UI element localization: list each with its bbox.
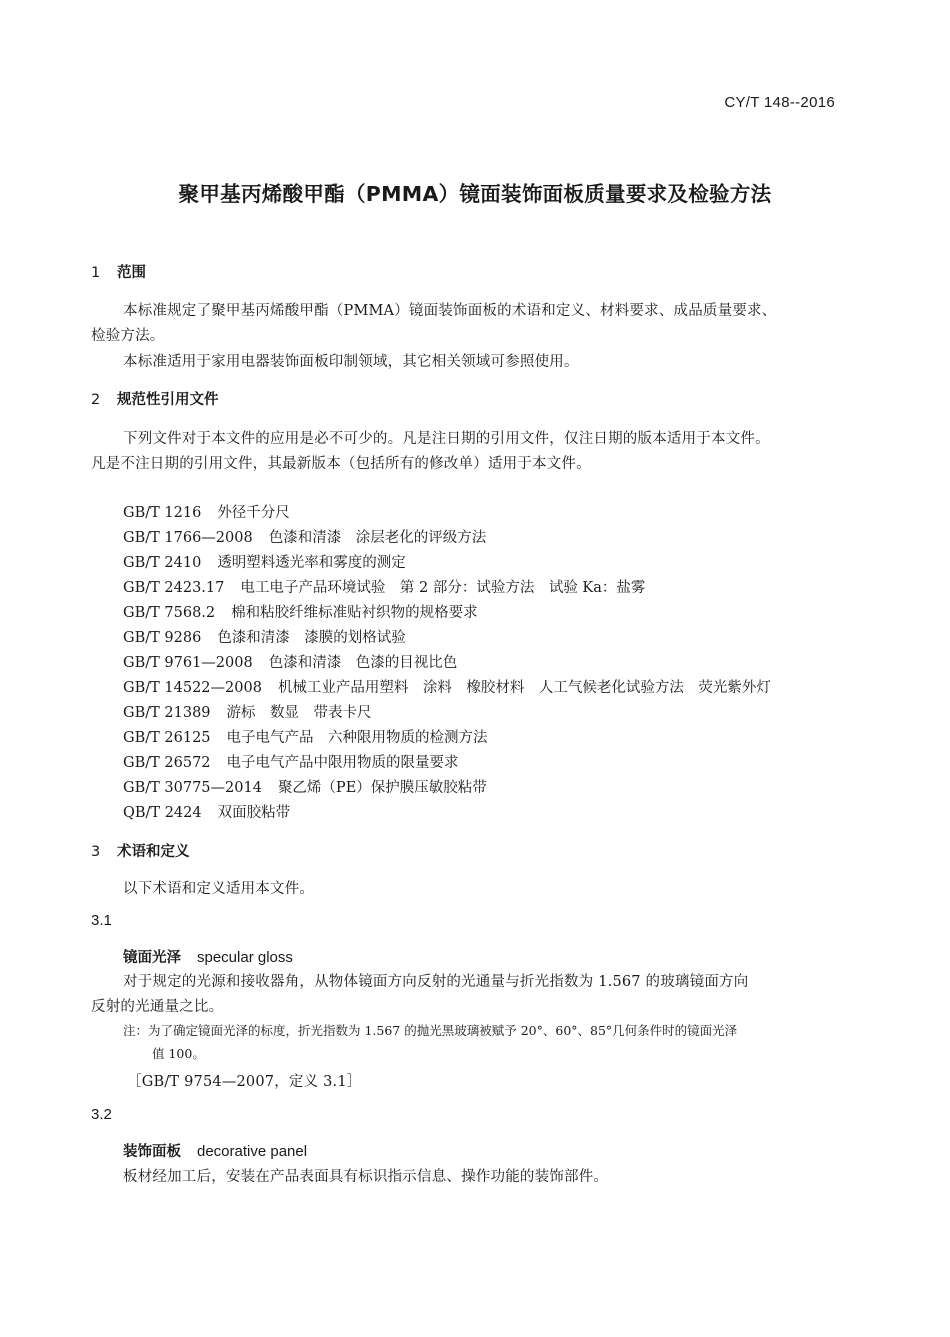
reference-title: 电子电气产品 六种限用物质的检测方法 bbox=[226, 730, 488, 746]
section-number: 3 bbox=[91, 844, 101, 860]
reference-item bbox=[123, 776, 487, 797]
reference-item bbox=[123, 526, 486, 547]
section-3-heading bbox=[91, 840, 190, 861]
reference-item bbox=[123, 551, 406, 572]
terms-intro: 以下术语和定义适用本文件。 bbox=[123, 881, 315, 897]
references-paragraph-line: 凡是不注日期的引用文件，其最新版本（包括所有的修改单）适用于本文件。 bbox=[91, 456, 591, 472]
section-number: 1 bbox=[91, 265, 101, 281]
reference-code: GB/T 26572 bbox=[123, 755, 211, 771]
definition-line: 反射的光通量之比。 bbox=[91, 999, 224, 1015]
section-title: 术语和定义 bbox=[117, 844, 190, 860]
reference-item bbox=[123, 576, 645, 597]
clause-number: 3.2 bbox=[91, 1106, 112, 1123]
reference-item bbox=[123, 501, 290, 522]
section-number: 2 bbox=[91, 392, 101, 408]
section-2-heading bbox=[91, 388, 219, 409]
term-chinese: 装饰面板 bbox=[123, 1144, 181, 1160]
reference-code: GB/T 2410 bbox=[123, 555, 202, 571]
reference-item bbox=[123, 701, 372, 722]
reference-code: GB/T 14522—2008 bbox=[123, 680, 262, 696]
reference-title: 机械工业产品用塑料 涂料 橡胶材料 人工气候老化试验方法 荧光紫外灯 bbox=[277, 680, 771, 696]
term-entry bbox=[123, 1140, 307, 1161]
reference-code: GB/T 2423.17 bbox=[123, 580, 225, 596]
reference-title: 色漆和清漆 色漆的目视比色 bbox=[268, 655, 458, 671]
definition-source: ［GB/T 9754—2007，定义 3.1］ bbox=[127, 1074, 362, 1090]
term-entry bbox=[123, 946, 293, 967]
reference-item bbox=[123, 601, 478, 622]
reference-code: GB/T 26125 bbox=[123, 730, 211, 746]
reference-title: 色漆和清漆 漆膜的划格试验 bbox=[217, 630, 406, 646]
reference-code: GB/T 1766—2008 bbox=[123, 530, 253, 546]
reference-code: QB/T 2424 bbox=[123, 805, 202, 821]
section-1-heading bbox=[91, 261, 146, 282]
reference-title: 透明塑料透光率和雾度的测定 bbox=[217, 555, 406, 571]
reference-code: GB/T 21389 bbox=[123, 705, 211, 721]
reference-item bbox=[123, 651, 457, 672]
note-line: 注：为了确定镜面光泽的标度，折光指数为 1.567 的抛光黑玻璃被赋予 20°、60°、85°几何条件时的镜面光泽 bbox=[123, 1023, 738, 1038]
term-english: specular gloss bbox=[197, 949, 293, 966]
reference-code: GB/T 9286 bbox=[123, 630, 202, 646]
term-english: decorative panel bbox=[197, 1143, 308, 1160]
reference-item bbox=[123, 676, 771, 697]
clause-number: 3.1 bbox=[91, 912, 112, 929]
reference-code: GB/T 30775—2014 bbox=[123, 780, 262, 796]
scope-paragraph-line: 检验方法。 bbox=[91, 328, 165, 344]
reference-title: 电工电子产品环境试验 第 2 部分：试验方法 试验 Ka：盐雾 bbox=[240, 580, 646, 596]
reference-code: GB/T 1216 bbox=[123, 505, 202, 521]
reference-title: 外径千分尺 bbox=[217, 505, 290, 521]
definition-line: 板材经加工后，安装在产品表面具有标识指示信息、操作功能的装饰部件。 bbox=[123, 1169, 609, 1185]
reference-item bbox=[123, 626, 406, 647]
scope-paragraph-line: 本标准规定了聚甲基丙烯酸甲酯（PMMA）镜面装饰面板的术语和定义、材料要求、成品质量要求、 bbox=[123, 303, 777, 319]
scope-paragraph: 本标准适用于家用电器装饰面板印制领域，其它相关领域可参照使用。 bbox=[123, 354, 579, 370]
reference-title: 双面胶粘带 bbox=[217, 805, 291, 821]
standard-number: CY/T 148--2016 bbox=[724, 94, 835, 111]
references-paragraph-line: 下列文件对于本文件的应用是必不可少的。凡是注日期的引用文件，仅注日期的版本适用于本文件。 bbox=[123, 431, 770, 447]
reference-title: 电子电气产品中限用物质的限量要求 bbox=[226, 755, 459, 771]
reference-code: GB/T 7568.2 bbox=[123, 605, 216, 621]
reference-title: 色漆和清漆 涂层老化的评级方法 bbox=[268, 530, 487, 546]
reference-code: GB/T 9761—2008 bbox=[123, 655, 253, 671]
document-title: 聚甲基丙烯酸甲酯（PMMA）镜面装饰面板质量要求及检验方法 bbox=[178, 182, 772, 206]
reference-title: 聚乙烯（PE）保护膜压敏胶粘带 bbox=[277, 780, 487, 796]
reference-item bbox=[123, 726, 488, 747]
reference-title: 棉和粘胶纤维标准贴衬织物的规格要求 bbox=[231, 605, 478, 621]
note-line: 值 100。 bbox=[152, 1046, 205, 1061]
definition-line: 对于规定的光源和接收器角，从物体镜面方向反射的光通量与折光指数为 1.567 的玻璃镜面方向 bbox=[123, 974, 749, 990]
reference-item bbox=[123, 751, 459, 772]
section-title: 规范性引用文件 bbox=[117, 392, 219, 408]
section-title: 范围 bbox=[117, 265, 146, 281]
reference-title: 游标 数显 带表卡尺 bbox=[226, 705, 372, 721]
reference-item bbox=[123, 801, 290, 822]
term-chinese: 镜面光泽 bbox=[123, 950, 181, 966]
